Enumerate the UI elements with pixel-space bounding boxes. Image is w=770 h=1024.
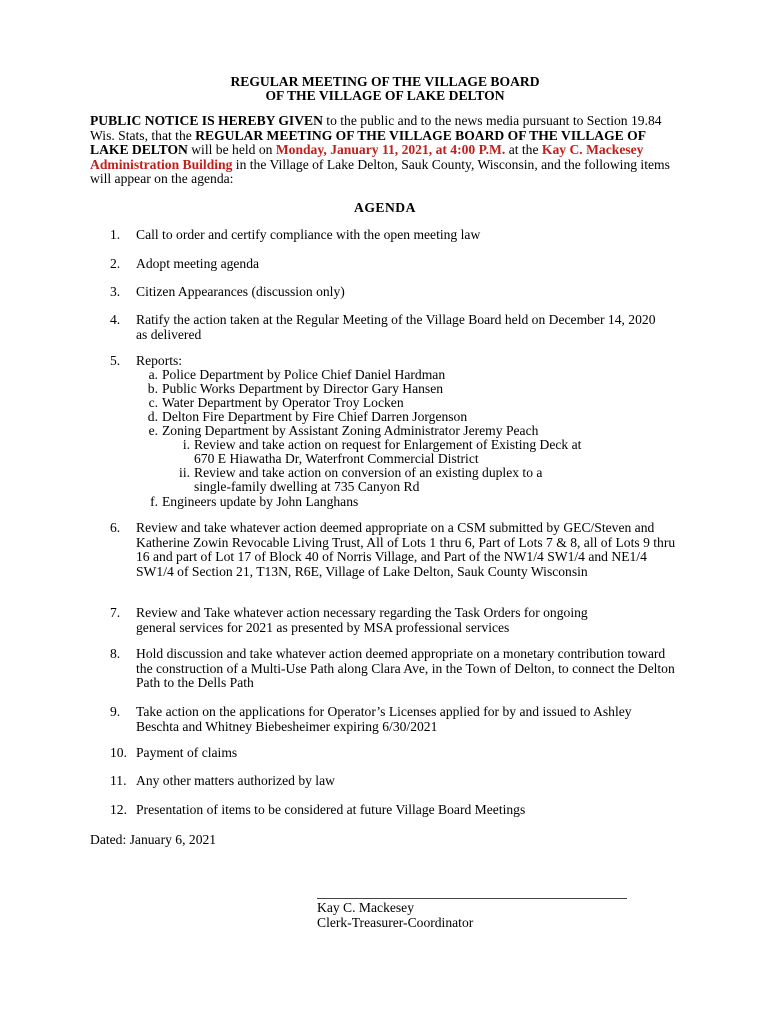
agenda-item-text: Review and take whatever action deemed appropriate on a CSM submitted by GEC/Steven and Katherine Zowin Revocable Living Trust, All of Lots 1 thru 6, Part of Lots 7 & 8, all of Lots 9 thru 16 and part of Lot 17 of Block 40 of Norris Village, and Part of the NW1/4 SW1/4 and NE1/4 SW1/4 of Section 21, T13N, R6E, Village of Lake Delton, Sauk County Wisconsin	[136, 520, 676, 579]
notice-meeting-name: REGULAR MEETING OF THE VILLAGE BOARD OF THE VILLAGE OF LAKE DELTON	[90, 127, 646, 158]
agenda-item-text: Reports:	[136, 353, 183, 368]
agenda-item-text: Take action on the applications for Operator’s Licenses applied for by and issued to Ashley Beschta and Whitney Biebesheimer expiring 6/30/2021	[136, 704, 632, 734]
notice-location: Kay C. Mackesey Administration Building	[90, 142, 644, 172]
zoning-text-line-2: single-family dwelling at 735 Canyon Rd	[194, 479, 420, 494]
zoning-numeral: i.	[182, 437, 190, 452]
agenda-item-number: 9.	[110, 704, 121, 719]
report-text: Public Works Department by Director Gary Hansen	[162, 381, 444, 396]
zoning-text-line-1: Review and take action on conversion of an existing duplex to a	[194, 465, 543, 480]
agenda-item-text: Review and Take whatever action necessary regarding the Task Orders for ongoing general services for 2021 as presented by MSA professional services	[136, 605, 588, 635]
report-letter: c.	[148, 395, 158, 410]
report-text: Delton Fire Department by Fire Chief Darren Jorgenson	[162, 409, 468, 424]
agenda-item-text: Payment of claims	[136, 745, 238, 760]
signature-name: Kay C. Mackesey	[317, 900, 415, 915]
report-letter: d.	[147, 409, 158, 424]
page-title-line-1: REGULAR MEETING OF THE VILLAGE BOARD	[230, 74, 540, 89]
agenda-item-number: 7.	[110, 605, 121, 620]
dated-line: Dated: January 6, 2021	[90, 832, 217, 847]
report-letter: e.	[148, 423, 158, 438]
report-text: Police Department by Police Chief Daniel Hardman	[162, 367, 446, 382]
agenda-item-text: Citizen Appearances (discussion only)	[136, 284, 345, 299]
report-text: Water Department by Operator Troy Locken	[162, 395, 404, 410]
agenda-item-number: 1.	[110, 227, 121, 242]
agenda-item-number: 11.	[110, 773, 127, 788]
report-letter: f.	[150, 494, 158, 509]
report-letter: b.	[147, 381, 158, 396]
agenda-item-text: Ratify the action taken at the Regular Meeting of the Village Board held on December 14, 2020 as delivered	[136, 312, 656, 342]
agenda-heading: AGENDA	[354, 200, 416, 215]
agenda-item-number: 10.	[110, 745, 127, 760]
agenda-item-text: Adopt meeting agenda	[136, 256, 260, 271]
agenda-item-number: 3.	[110, 284, 121, 299]
report-text: Zoning Department by Assistant Zoning Administrator Jeremy Peach	[162, 423, 539, 438]
agenda-item-number: 4.	[110, 312, 121, 327]
agenda-item-number: 8.	[110, 646, 121, 661]
notice-text-4: in the Village of Lake Delton, Sauk County, Wisconsin, and the following items will appear on the agenda:	[90, 156, 670, 187]
page-title-line-2: OF THE VILLAGE OF LAKE DELTON	[265, 88, 505, 103]
agenda-item-number: 5.	[110, 353, 121, 368]
notice-text-3: at the	[505, 142, 542, 158]
agenda-item-text: Any other matters authorized by law	[136, 773, 335, 788]
public-notice-paragraph	[90, 114, 680, 187]
zoning-text-line-1: Review and take action on request for Enlargement of Existing Deck at	[194, 437, 582, 452]
agenda-item-number: 12.	[110, 802, 127, 817]
zoning-text-line-2: 670 E Hiawatha Dr, Waterfront Commercial District	[194, 451, 479, 466]
agenda-item-text: Hold discussion and take whatever action deemed appropriate on a monetary contribution toward the construction of a Multi-Use Path along Clara Ave, in the Town of Delton, to connect the Delton Path to the Dells Path	[136, 646, 675, 691]
notice-text-1: to the public and to the news media pursuant to Section 19.84 Wis. Stats, that the	[90, 113, 662, 143]
notice-text-2: will be held on	[187, 142, 276, 158]
signature-title: Clerk-Treasurer-Coordinator	[317, 915, 474, 930]
agenda-item-number: 2.	[110, 256, 121, 271]
report-letter: a.	[148, 367, 158, 382]
agenda-item-text: Call to order and certify compliance with the open meeting law	[136, 227, 481, 242]
report-text: Engineers update by John Langhans	[162, 494, 359, 509]
notice-lead: PUBLIC NOTICE IS HEREBY GIVEN	[90, 113, 323, 128]
signature-line	[317, 898, 627, 899]
zoning-numeral: ii.	[179, 465, 190, 480]
agenda-item-text: Presentation of items to be considered at future Village Board Meetings	[136, 802, 526, 817]
notice-date-time: Monday, January 11, 2021, at 4:00 P.M.	[275, 142, 506, 158]
agenda-item-number: 6.	[110, 520, 121, 535]
